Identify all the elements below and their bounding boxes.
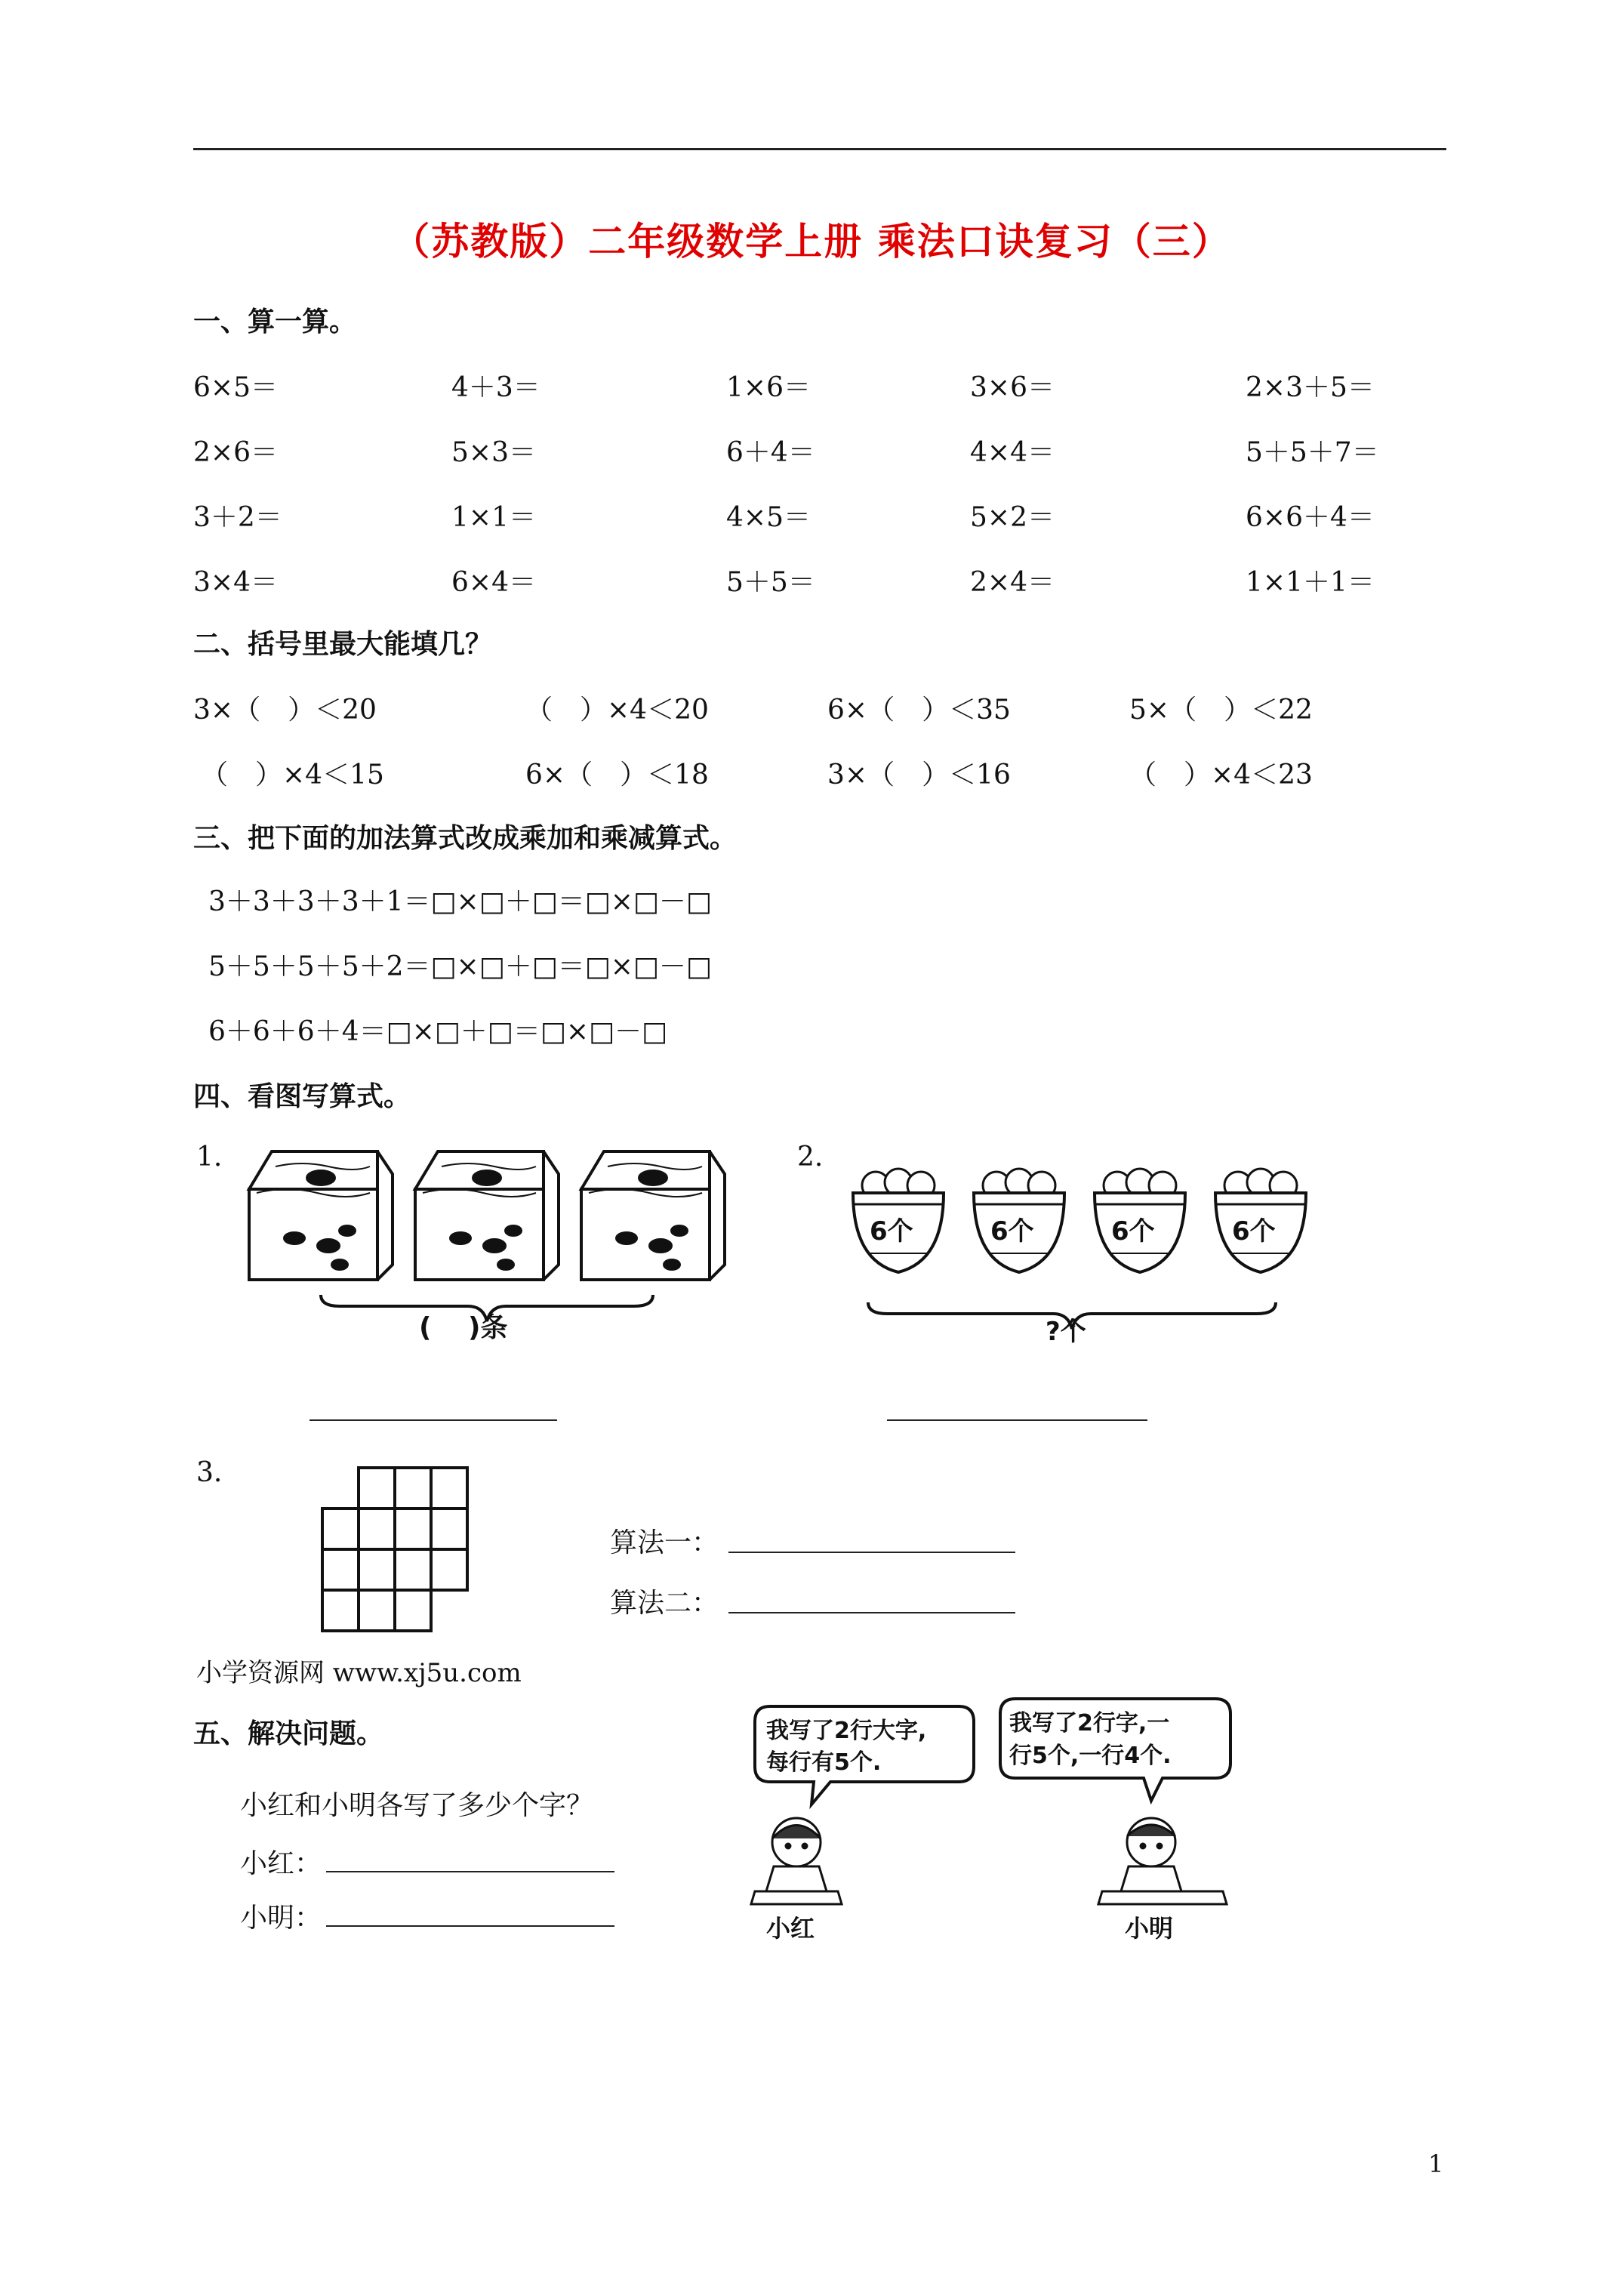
calc-problem: 5＋5＋7＝	[1246, 437, 1379, 468]
xiaohong-answer-line[interactable]	[326, 1871, 614, 1872]
method2-answer-line[interactable]	[728, 1612, 1015, 1613]
calc-problem: 1×1＋1＝	[1246, 567, 1375, 598]
fish-count-caption: ( )条	[419, 1312, 508, 1343]
section2-heading: 二、括号里最大能填几？	[193, 628, 493, 660]
question-text: 小红和小明各写了多少个字？	[240, 1790, 594, 1821]
calc-problem: 2×6＝	[193, 437, 278, 468]
item2-answer-line[interactable]	[887, 1419, 1147, 1421]
conversion-line-1: 3＋3＋3＋3＋1＝□×□＋□＝□×□－□	[208, 886, 712, 917]
basket-label: 6个	[870, 1216, 913, 1247]
header-rule	[193, 148, 1446, 150]
fruit-basket	[974, 1169, 1064, 1272]
conversion-line-3: 6＋6＋6＋4＝□×□＋□＝□×□－□	[208, 1016, 668, 1047]
calc-problem: 5＋5＝	[726, 567, 815, 598]
bubble-right-line1: 我写了2行字,一	[1009, 1710, 1170, 1737]
inequality-problem: （ ）×4＜23	[1129, 760, 1313, 791]
calc-problem: 3×4＝	[193, 567, 278, 598]
calc-problem: 3×6＝	[970, 372, 1055, 403]
calc-problem: 3＋2＝	[193, 502, 282, 533]
xiaoming-figure	[1098, 1818, 1227, 1904]
inequality-problem: 5×（ ）＜22	[1129, 695, 1313, 726]
calc-problem: 6＋4＝	[726, 437, 815, 468]
inequality-problem: 6×（ ）＜18	[525, 760, 709, 791]
square-grid-figure	[321, 1466, 472, 1634]
method1-label: 算法一：	[610, 1527, 719, 1558]
calc-problem: 2×4＝	[970, 567, 1055, 598]
calc-problem: 6×6＋4＝	[1246, 502, 1375, 533]
xiaohong-figure	[751, 1818, 842, 1904]
basket-label: 6个	[990, 1216, 1034, 1247]
bubble-left-line1: 我写了2行大字,	[766, 1718, 927, 1744]
fruit-basket	[1095, 1169, 1185, 1272]
page-number: 1	[1428, 2150, 1444, 2178]
bubble-left-line2: 每行有5个.	[766, 1749, 882, 1776]
total-count-caption: ?个	[1046, 1317, 1086, 1347]
section3-heading: 三、把下面的加法算式改成乘加和乘减算式。	[193, 822, 738, 854]
basket-label: 6个	[1232, 1216, 1276, 1247]
section4-heading: 四、看图写算式。	[193, 1080, 411, 1112]
inequality-problem: 6×（ ）＜35	[827, 695, 1011, 726]
method1-answer-line[interactable]	[728, 1552, 1015, 1553]
calc-problem: 5×3＝	[451, 437, 536, 468]
calc-problem: 6×5＝	[193, 372, 278, 403]
watermark-text: 小学资源网 www.xj5u.com	[196, 1658, 522, 1688]
calc-problem: 2×3＋5＝	[1246, 372, 1375, 403]
calc-problem: 4＋3＝	[451, 372, 540, 403]
calc-problem: 4×4＝	[970, 437, 1055, 468]
calc-problem: 1×1＝	[451, 502, 536, 533]
calc-problem: 5×2＝	[970, 502, 1055, 533]
inequality-problem: （ ）×4＜20	[525, 695, 709, 726]
xiaoming-answer-line[interactable]	[326, 1925, 614, 1927]
inequality-problem: （ ）×4＜15	[201, 760, 384, 791]
section1-heading: 一、算一算。	[193, 306, 357, 337]
method2-label: 算法二：	[610, 1588, 719, 1619]
basket-label: 6个	[1111, 1216, 1155, 1247]
item1-number: 1.	[196, 1142, 223, 1173]
calc-problem: 1×6＝	[726, 372, 811, 403]
conversion-line-2: 5＋5＋5＋5＋2＝□×□＋□＝□×□－□	[208, 951, 712, 982]
page-title: （苏教版）二年级数学上册 乘法口诀复习（三）	[392, 219, 1231, 264]
children-illustration	[740, 1691, 1253, 1948]
calc-problem: 6×4＝	[451, 567, 536, 598]
inequality-problem: 3×（ ）＜20	[193, 695, 377, 726]
item2-number: 2.	[797, 1142, 824, 1173]
calc-problem: 4×5＝	[726, 502, 811, 533]
xiaohong-name: 小红	[766, 1914, 815, 1943]
bubble-right-line2: 行5个,一行4个.	[1009, 1743, 1172, 1769]
item1-answer-line[interactable]	[310, 1419, 557, 1421]
inequality-problem: 3×（ ）＜16	[827, 760, 1011, 791]
xiaohong-label: 小红：	[240, 1848, 322, 1879]
fruit-basket	[853, 1169, 944, 1272]
section5-heading: 五、解决问题。	[193, 1718, 384, 1749]
fruit-basket	[1215, 1169, 1306, 1272]
item3-number: 3.	[196, 1457, 223, 1488]
xiaoming-name: 小明	[1125, 1914, 1174, 1943]
xiaoming-label: 小明：	[240, 1903, 322, 1934]
